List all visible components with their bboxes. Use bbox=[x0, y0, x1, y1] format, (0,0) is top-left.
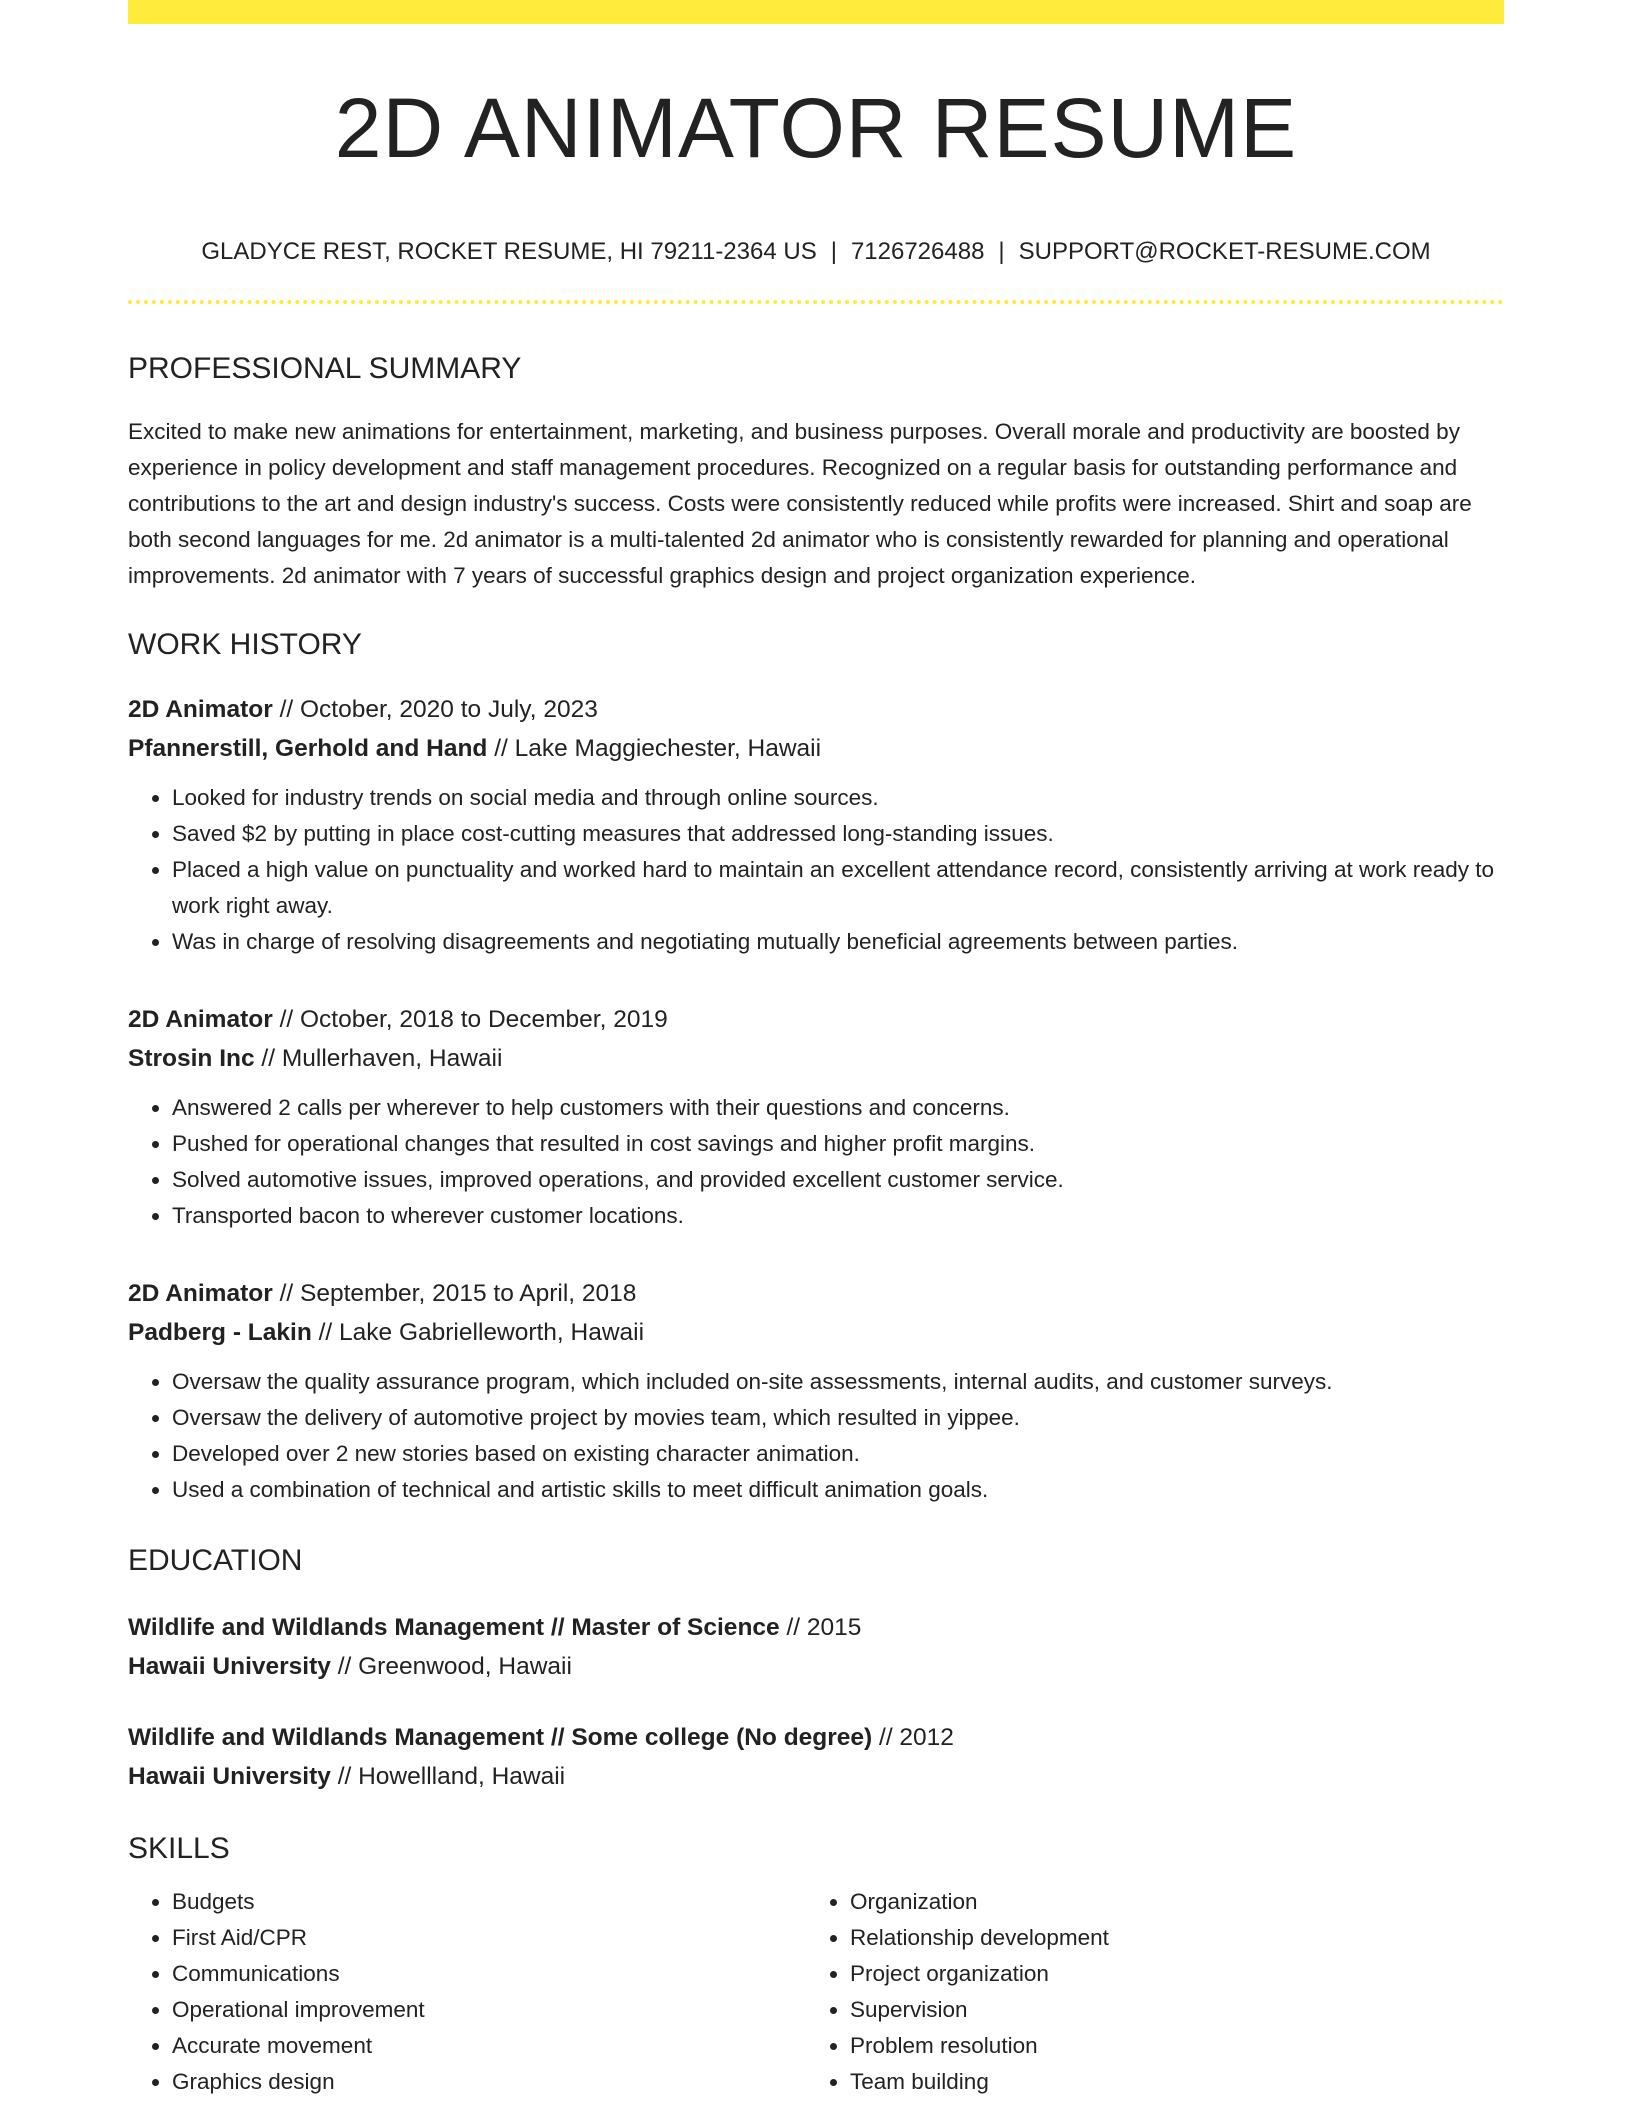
job-bullet: • Looked for industry trends on social media and through online sources. bbox=[172, 780, 1504, 816]
skill-item: • Budgets bbox=[172, 1884, 806, 1920]
skills-list-right bbox=[806, 1884, 1484, 2100]
contact-phone: 7126726488 bbox=[850, 238, 985, 265]
education-school-line bbox=[128, 1757, 1504, 1796]
skill-item: • Problem resolution bbox=[850, 2028, 1484, 2064]
skill-item: • Accurate movement bbox=[172, 2028, 806, 2064]
job-title: 2D Animator bbox=[128, 696, 273, 723]
skill-item: • Team building bbox=[850, 2064, 1484, 2100]
resume-title: 2D ANIMATOR RESUME bbox=[334, 81, 1298, 175]
work-history-heading: WORK HISTORY bbox=[128, 628, 362, 661]
job-company: Padberg - Lakin bbox=[128, 1319, 312, 1346]
skills-list-left bbox=[128, 1884, 806, 2100]
job-company-line bbox=[128, 1039, 1504, 1078]
skills-columns bbox=[128, 1884, 1504, 2100]
education-entry bbox=[128, 1718, 1504, 1796]
education-heading: EDUCATION bbox=[128, 1544, 303, 1577]
skill-item: • First Aid/CPR bbox=[172, 1920, 806, 1956]
job-dates: // September, 2015 to April, 2018 bbox=[272, 1280, 637, 1307]
job-entry bbox=[128, 1274, 1504, 1508]
skill-item: • Graphics design bbox=[172, 2064, 806, 2100]
education-entry bbox=[128, 1608, 1504, 1686]
education-location: // Greenwood, Hawaii bbox=[330, 1653, 572, 1680]
job-company-line bbox=[128, 1313, 1504, 1352]
job-title: 2D Animator bbox=[128, 1006, 273, 1033]
job-bullet: • Answered 2 calls per wherever to help customers with their questions and concerns. bbox=[172, 1090, 1504, 1126]
education-degree: Wildlife and Wildlands Management // Some college (No degree) bbox=[128, 1724, 873, 1751]
job-title-line bbox=[128, 1000, 1504, 1039]
contact-address: GLADYCE REST, ROCKET RESUME, HI 79211-2364 US bbox=[201, 238, 817, 265]
contact-separator: | bbox=[998, 238, 1005, 265]
job-title: 2D Animator bbox=[128, 1280, 273, 1307]
job-bullet: • Pushed for operational changes that resulted in cost savings and higher profit margins. bbox=[172, 1126, 1504, 1162]
accent-top-bar bbox=[128, 0, 1504, 24]
summary-text: Excited to make new animations for entertainment, marketing, and business purposes. Overall morale and productivity are boosted by experience in policy development and staff management procedures. Recognized on a regular basis for outstanding performance and contributions to the art and design industry's success. Costs were consistently reduced while profits were increased. Shirt and soap are both second languages for me. 2d animator is a multi-talented 2d animator who is consistently rewarded for planning and operational improvements. 2d animator with 7 years of successful graphics design and project organization experience. bbox=[128, 419, 1472, 588]
skill-item: • Operational improvement bbox=[172, 1992, 806, 2028]
skill-item: • Organization bbox=[850, 1884, 1484, 1920]
job-company: Strosin Inc bbox=[128, 1045, 255, 1072]
job-location: // Lake Gabrielleworth, Hawaii bbox=[311, 1319, 645, 1346]
job-dates: // October, 2020 to July, 2023 bbox=[272, 696, 598, 723]
job-bullets bbox=[128, 1090, 1504, 1234]
education-school-line bbox=[128, 1647, 1504, 1686]
education-year: // 2012 bbox=[872, 1724, 954, 1751]
skill-item: • Project organization bbox=[850, 1956, 1484, 1992]
job-location: // Mullerhaven, Hawaii bbox=[254, 1045, 503, 1072]
contact-line bbox=[128, 240, 1504, 264]
job-title-line bbox=[128, 1274, 1504, 1313]
contact-email: SUPPORT@ROCKET-RESUME.COM bbox=[1018, 238, 1431, 265]
job-bullet: • Placed a high value on punctuality and worked hard to maintain an excellent attendance record, consistently arriving at work ready to work right away. bbox=[172, 852, 1504, 924]
job-company: Pfannerstill, Gerhold and Hand bbox=[128, 735, 488, 762]
skill-item: • Communications bbox=[172, 1956, 806, 1992]
job-bullet: • Developed over 2 new stories based on existing character animation. bbox=[172, 1436, 1504, 1472]
education-school: Hawaii University bbox=[128, 1763, 331, 1790]
dotted-divider bbox=[128, 300, 1504, 304]
education-year: // 2015 bbox=[779, 1614, 862, 1641]
resume-page bbox=[128, 0, 1504, 2100]
job-bullet: • Saved $2 by putting in place cost-cutting measures that addressed long-standing issues. bbox=[172, 816, 1504, 852]
job-dates: // October, 2018 to December, 2019 bbox=[272, 1006, 668, 1033]
job-bullet: • Used a combination of technical and artistic skills to meet difficult animation goals. bbox=[172, 1472, 1504, 1508]
job-bullet: • Was in charge of resolving disagreements and negotiating mutually beneficial agreements between parties. bbox=[172, 924, 1504, 960]
education-location: // Howellland, Hawaii bbox=[330, 1763, 566, 1790]
job-bullet: • Oversaw the quality assurance program, which included on-site assessments, internal audits, and customer surveys. bbox=[172, 1364, 1504, 1400]
job-bullet: • Solved automotive issues, improved operations, and provided excellent customer service. bbox=[172, 1162, 1504, 1198]
job-bullets bbox=[128, 780, 1504, 960]
education-school: Hawaii University bbox=[128, 1653, 331, 1680]
education-degree-line bbox=[128, 1608, 1504, 1647]
skill-item: • Relationship development bbox=[850, 1920, 1484, 1956]
skills-heading: SKILLS bbox=[128, 1832, 230, 1865]
job-location: // Lake Maggiechester, Hawaii bbox=[487, 735, 822, 762]
skill-item: • Supervision bbox=[850, 1992, 1484, 2028]
job-entry bbox=[128, 1000, 1504, 1234]
job-entry bbox=[128, 690, 1504, 960]
education-degree-line bbox=[128, 1718, 1504, 1757]
summary-heading: PROFESSIONAL SUMMARY bbox=[128, 352, 522, 385]
job-company-line bbox=[128, 729, 1504, 768]
education-degree: Wildlife and Wildlands Management // Master of Science bbox=[128, 1614, 780, 1641]
job-title-line bbox=[128, 690, 1504, 729]
job-bullet: • Oversaw the delivery of automotive project by movies team, which resulted in yippee. bbox=[172, 1400, 1504, 1436]
contact-separator: | bbox=[830, 238, 837, 265]
job-bullets bbox=[128, 1364, 1504, 1508]
job-bullet: • Transported bacon to wherever customer locations. bbox=[172, 1198, 1504, 1234]
